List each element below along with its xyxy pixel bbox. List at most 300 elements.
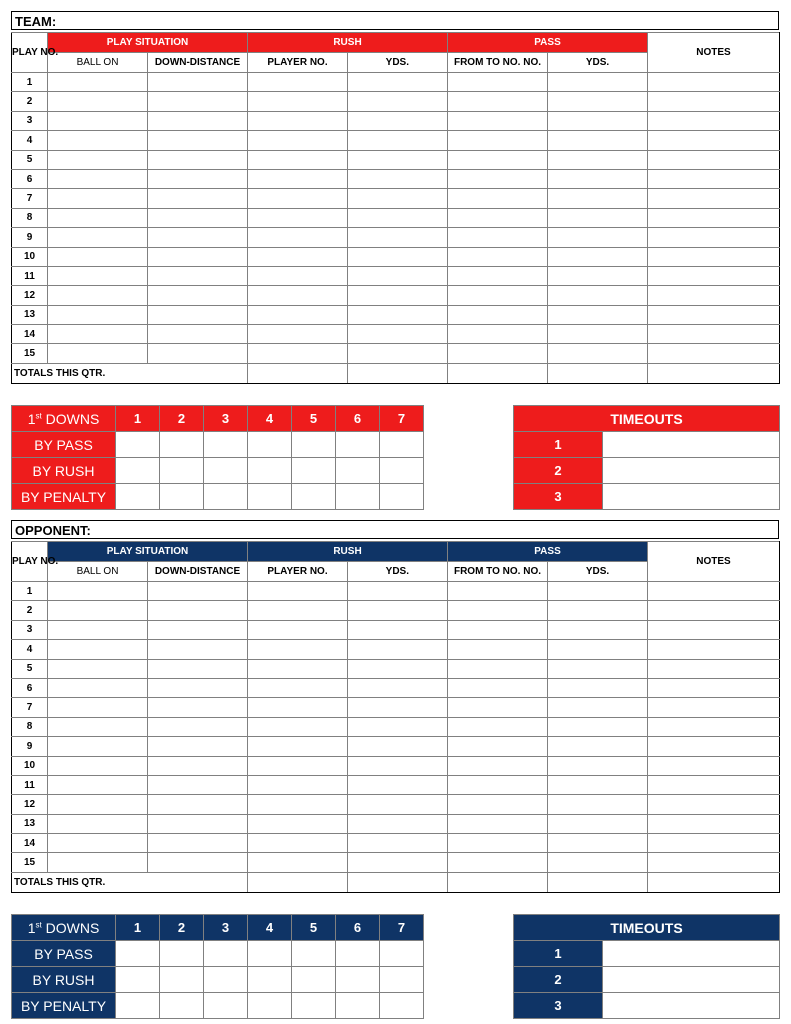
from-to-cell[interactable] <box>448 698 548 717</box>
player-no-cell[interactable] <box>248 640 348 659</box>
first-downs-cell[interactable] <box>336 432 380 458</box>
rush-yds-cell[interactable] <box>348 266 448 285</box>
first-downs-cell[interactable] <box>160 941 204 967</box>
pass-yds-cell[interactable] <box>548 678 648 697</box>
notes-cell[interactable] <box>648 775 780 794</box>
first-downs-cell[interactable] <box>160 967 204 993</box>
player-no-cell[interactable] <box>248 208 348 227</box>
from-to-cell[interactable] <box>448 325 548 344</box>
notes-cell[interactable] <box>648 834 780 853</box>
notes-cell[interactable] <box>648 678 780 697</box>
pass-yds-cell[interactable] <box>548 601 648 620</box>
player-no-header: PLAYER NO. <box>248 53 348 73</box>
notes-cell[interactable] <box>648 150 780 169</box>
timeout-cell[interactable] <box>603 967 780 993</box>
pass-yds-cell[interactable] <box>548 620 648 639</box>
player-no-cell[interactable] <box>248 228 348 247</box>
rush-yds-header: YDS. <box>348 53 448 73</box>
ball-on-cell[interactable] <box>48 189 148 208</box>
rush-yds-cell[interactable] <box>348 775 448 794</box>
from-to-cell[interactable] <box>448 582 548 601</box>
first-downs-cell[interactable] <box>248 967 292 993</box>
totals-cell[interactable] <box>448 363 548 383</box>
down-distance-cell[interactable] <box>148 266 248 285</box>
first-downs-cell[interactable] <box>292 432 336 458</box>
notes-cell[interactable] <box>648 325 780 344</box>
pass-header: PASS <box>448 33 648 53</box>
down-distance-cell[interactable] <box>148 814 248 833</box>
ball-on-cell[interactable] <box>48 169 148 188</box>
down-distance-cell[interactable] <box>148 698 248 717</box>
from-to-cell[interactable] <box>448 853 548 872</box>
down-distance-cell[interactable] <box>148 150 248 169</box>
rush-yds-cell[interactable] <box>348 228 448 247</box>
down-distance-cell[interactable] <box>148 131 248 150</box>
rush-yds-cell[interactable] <box>348 756 448 775</box>
from-to-cell[interactable] <box>448 344 548 363</box>
down-distance-cell[interactable] <box>148 756 248 775</box>
first-downs-cell[interactable] <box>380 967 424 993</box>
row-number: 10 <box>12 756 48 775</box>
opponent-play-grid <box>11 541 780 893</box>
ball-on-cell[interactable] <box>48 208 148 227</box>
row-number: 13 <box>12 305 48 324</box>
down-distance-cell[interactable] <box>148 582 248 601</box>
notes-cell[interactable] <box>648 344 780 363</box>
from-to-cell[interactable] <box>448 286 548 305</box>
notes-cell[interactable] <box>648 795 780 814</box>
notes-cell[interactable] <box>648 266 780 285</box>
timeout-cell[interactable] <box>603 458 780 484</box>
notes-cell[interactable] <box>648 286 780 305</box>
down-distance-cell[interactable] <box>148 325 248 344</box>
rush-yds-header: YDS. <box>348 562 448 582</box>
notes-cell[interactable] <box>648 640 780 659</box>
player-no-cell[interactable] <box>248 659 348 678</box>
row-number: 5 <box>12 150 48 169</box>
pass-yds-cell[interactable] <box>548 814 648 833</box>
pass-yds-cell[interactable] <box>548 834 648 853</box>
notes-cell[interactable] <box>648 247 780 266</box>
down-distance-cell[interactable] <box>148 737 248 756</box>
row-number: 4 <box>12 131 48 150</box>
down-distance-cell[interactable] <box>148 247 248 266</box>
play-situation-header: PLAY SITUATION <box>48 542 248 562</box>
ball-on-cell[interactable] <box>48 344 148 363</box>
first-downs-cell[interactable] <box>248 993 292 1019</box>
pass-yds-cell[interactable] <box>548 795 648 814</box>
totals-cell[interactable] <box>348 363 448 383</box>
from-to-cell[interactable] <box>448 814 548 833</box>
pass-yds-cell[interactable] <box>548 305 648 324</box>
down-distance-cell[interactable] <box>148 305 248 324</box>
ball-on-cell[interactable] <box>48 640 148 659</box>
pass-yds-cell[interactable] <box>548 189 648 208</box>
timeout-cell[interactable] <box>603 941 780 967</box>
first-downs-cell[interactable] <box>248 941 292 967</box>
notes-cell[interactable] <box>648 659 780 678</box>
down-distance-cell[interactable] <box>148 73 248 92</box>
pass-yds-cell[interactable] <box>548 169 648 188</box>
first-downs-row-label: BY PENALTY <box>12 993 116 1019</box>
first-downs-cell[interactable] <box>204 484 248 510</box>
ball-on-cell[interactable] <box>48 247 148 266</box>
from-to-cell[interactable] <box>448 717 548 736</box>
timeout-cell[interactable] <box>603 484 780 510</box>
from-to-cell[interactable] <box>448 169 548 188</box>
play-row <box>12 189 780 208</box>
notes-cell[interactable] <box>648 853 780 872</box>
notes-cell[interactable] <box>648 582 780 601</box>
totals-notes-cell[interactable] <box>648 872 780 892</box>
player-no-cell[interactable] <box>248 344 348 363</box>
down-distance-cell[interactable] <box>148 228 248 247</box>
rush-yds-cell[interactable] <box>348 208 448 227</box>
from-to-cell[interactable] <box>448 73 548 92</box>
ball-on-cell[interactable] <box>48 325 148 344</box>
rush-yds-cell[interactable] <box>348 189 448 208</box>
totals-cell[interactable] <box>448 872 548 892</box>
player-no-cell[interactable] <box>248 92 348 111</box>
totals-notes-cell[interactable] <box>648 363 780 383</box>
totals-cell[interactable] <box>248 363 348 383</box>
first-downs-col-header: 5 <box>292 406 336 432</box>
notes-cell[interactable] <box>648 92 780 111</box>
row-number: 4 <box>12 640 48 659</box>
pass-yds-cell[interactable] <box>548 111 648 130</box>
first-downs-cell[interactable] <box>160 993 204 1019</box>
down-distance-cell[interactable] <box>148 111 248 130</box>
player-no-cell[interactable] <box>248 325 348 344</box>
player-no-cell[interactable] <box>248 756 348 775</box>
ball-on-cell[interactable] <box>48 266 148 285</box>
first-downs-cell[interactable] <box>380 484 424 510</box>
notes-cell[interactable] <box>648 620 780 639</box>
ball-on-cell[interactable] <box>48 814 148 833</box>
from-to-cell[interactable] <box>448 150 548 169</box>
rush-yds-cell[interactable] <box>348 717 448 736</box>
ball-on-cell[interactable] <box>48 678 148 697</box>
pass-yds-cell[interactable] <box>548 73 648 92</box>
player-no-cell[interactable] <box>248 775 348 794</box>
ball-on-cell[interactable] <box>48 582 148 601</box>
from-to-cell[interactable] <box>448 678 548 697</box>
first-downs-cell[interactable] <box>380 432 424 458</box>
pass-yds-cell[interactable] <box>548 344 648 363</box>
timeout-cell[interactable] <box>603 432 780 458</box>
pass-yds-cell[interactable] <box>548 247 648 266</box>
first-downs-cell[interactable] <box>336 941 380 967</box>
from-to-header: FROM TO NO. NO. <box>448 562 548 582</box>
rush-yds-cell[interactable] <box>348 678 448 697</box>
player-no-cell[interactable] <box>248 111 348 130</box>
rush-yds-cell[interactable] <box>348 150 448 169</box>
player-no-cell[interactable] <box>248 698 348 717</box>
rush-yds-cell[interactable] <box>348 92 448 111</box>
play-no-header: PLAY NO. <box>12 542 48 582</box>
ball-on-cell[interactable] <box>48 150 148 169</box>
from-to-cell[interactable] <box>448 737 548 756</box>
from-to-cell[interactable] <box>448 756 548 775</box>
pass-yds-cell[interactable] <box>548 131 648 150</box>
rush-yds-cell[interactable] <box>348 582 448 601</box>
player-no-cell[interactable] <box>248 150 348 169</box>
from-to-cell[interactable] <box>448 775 548 794</box>
pass-yds-cell[interactable] <box>548 208 648 227</box>
rush-yds-cell[interactable] <box>348 640 448 659</box>
down-distance-cell[interactable] <box>148 834 248 853</box>
ball-on-cell[interactable] <box>48 698 148 717</box>
row-number: 8 <box>12 208 48 227</box>
play-row <box>12 601 780 620</box>
pass-yds-cell[interactable] <box>548 325 648 344</box>
totals-label: TOTALS THIS QTR. <box>12 872 248 892</box>
ball-on-cell[interactable] <box>48 659 148 678</box>
player-no-cell[interactable] <box>248 305 348 324</box>
player-no-cell[interactable] <box>248 131 348 150</box>
ball-on-cell[interactable] <box>48 92 148 111</box>
from-to-cell[interactable] <box>448 834 548 853</box>
pass-yds-cell[interactable] <box>548 266 648 285</box>
rush-yds-cell[interactable] <box>348 601 448 620</box>
player-no-cell[interactable] <box>248 717 348 736</box>
ball-on-cell[interactable] <box>48 795 148 814</box>
pass-yds-cell[interactable] <box>548 640 648 659</box>
player-no-cell[interactable] <box>248 795 348 814</box>
down-distance-cell[interactable] <box>148 601 248 620</box>
ball-on-cell[interactable] <box>48 717 148 736</box>
ball-on-cell[interactable] <box>48 620 148 639</box>
rush-yds-cell[interactable] <box>348 659 448 678</box>
notes-cell[interactable] <box>648 814 780 833</box>
first-downs-cell[interactable] <box>204 993 248 1019</box>
notes-cell[interactable] <box>648 698 780 717</box>
notes-cell[interactable] <box>648 131 780 150</box>
ball-on-cell[interactable] <box>48 286 148 305</box>
from-to-cell[interactable] <box>448 659 548 678</box>
rush-yds-cell[interactable] <box>348 169 448 188</box>
ball-on-cell[interactable] <box>48 853 148 872</box>
pass-yds-cell[interactable] <box>548 737 648 756</box>
first-downs-cell[interactable] <box>248 458 292 484</box>
player-no-cell[interactable] <box>248 834 348 853</box>
player-no-cell[interactable] <box>248 189 348 208</box>
first-downs-cell[interactable] <box>204 432 248 458</box>
notes-cell[interactable] <box>648 111 780 130</box>
play-row <box>12 620 780 639</box>
rush-yds-cell[interactable] <box>348 286 448 305</box>
rush-yds-cell[interactable] <box>348 698 448 717</box>
first-downs-cell[interactable] <box>160 458 204 484</box>
totals-cell[interactable] <box>348 872 448 892</box>
rush-yds-cell[interactable] <box>348 325 448 344</box>
down-distance-cell[interactable] <box>148 717 248 736</box>
rush-yds-cell[interactable] <box>348 131 448 150</box>
down-distance-cell[interactable] <box>148 853 248 872</box>
pass-yds-cell[interactable] <box>548 756 648 775</box>
rush-yds-cell[interactable] <box>348 795 448 814</box>
first-downs-cell[interactable] <box>160 432 204 458</box>
rush-yds-cell[interactable] <box>348 853 448 872</box>
first-downs-cell[interactable] <box>292 941 336 967</box>
first-downs-cell[interactable] <box>292 993 336 1019</box>
ball-on-cell[interactable] <box>48 834 148 853</box>
down-distance-cell[interactable] <box>148 92 248 111</box>
pass-yds-cell[interactable] <box>548 659 648 678</box>
first-downs-cell[interactable] <box>336 484 380 510</box>
from-to-cell[interactable] <box>448 305 548 324</box>
row-number: 11 <box>12 266 48 285</box>
rush-yds-cell[interactable] <box>348 834 448 853</box>
from-to-header: FROM TO NO. NO. <box>448 53 548 73</box>
totals-cell[interactable] <box>248 872 348 892</box>
ball-on-cell[interactable] <box>48 756 148 775</box>
pass-yds-cell[interactable] <box>548 150 648 169</box>
down-distance-cell[interactable] <box>148 620 248 639</box>
team-play-grid <box>11 32 780 384</box>
timeout-cell[interactable] <box>603 993 780 1019</box>
row-number: 8 <box>12 717 48 736</box>
first-downs-col-header: 5 <box>292 915 336 941</box>
notes-cell[interactable] <box>648 228 780 247</box>
first-downs-cell[interactable] <box>116 967 160 993</box>
notes-cell[interactable] <box>648 601 780 620</box>
down-distance-cell[interactable] <box>148 208 248 227</box>
from-to-cell[interactable] <box>448 189 548 208</box>
pass-yds-cell[interactable] <box>548 717 648 736</box>
down-distance-cell[interactable] <box>148 659 248 678</box>
down-distance-cell[interactable] <box>148 189 248 208</box>
from-to-cell[interactable] <box>448 640 548 659</box>
first-downs-cell[interactable] <box>336 993 380 1019</box>
from-to-cell[interactable] <box>448 601 548 620</box>
first-downs-cell[interactable] <box>204 941 248 967</box>
from-to-cell[interactable] <box>448 795 548 814</box>
first-downs-cell[interactable] <box>380 993 424 1019</box>
player-no-cell[interactable] <box>248 853 348 872</box>
first-downs-cell[interactable] <box>248 432 292 458</box>
down-distance-cell[interactable] <box>148 169 248 188</box>
first-downs-cell[interactable] <box>248 484 292 510</box>
rush-yds-cell[interactable] <box>348 737 448 756</box>
player-no-cell[interactable] <box>248 620 348 639</box>
rush-yds-cell[interactable] <box>348 344 448 363</box>
down-distance-cell[interactable] <box>148 640 248 659</box>
down-distance-cell[interactable] <box>148 286 248 305</box>
ball-on-cell[interactable] <box>48 601 148 620</box>
ball-on-cell[interactable] <box>48 131 148 150</box>
notes-cell[interactable] <box>648 208 780 227</box>
pass-yds-cell[interactable] <box>548 698 648 717</box>
ball-on-cell[interactable] <box>48 305 148 324</box>
first-downs-cell[interactable] <box>336 458 380 484</box>
pass-yds-header: YDS. <box>548 53 648 73</box>
first-downs-col-header: 6 <box>336 406 380 432</box>
player-no-cell[interactable] <box>248 286 348 305</box>
player-no-cell[interactable] <box>248 266 348 285</box>
from-to-cell[interactable] <box>448 208 548 227</box>
rush-yds-cell[interactable] <box>348 73 448 92</box>
first-downs-cell[interactable] <box>204 967 248 993</box>
first-downs-cell[interactable] <box>204 458 248 484</box>
pass-yds-cell[interactable] <box>548 228 648 247</box>
ball-on-cell[interactable] <box>48 775 148 794</box>
from-to-cell[interactable] <box>448 92 548 111</box>
rush-yds-cell[interactable] <box>348 620 448 639</box>
notes-cell[interactable] <box>648 305 780 324</box>
first-downs-cell[interactable] <box>336 967 380 993</box>
first-downs-cell[interactable] <box>292 967 336 993</box>
down-distance-cell[interactable] <box>148 775 248 794</box>
pass-yds-cell[interactable] <box>548 286 648 305</box>
notes-cell[interactable] <box>648 73 780 92</box>
from-to-cell[interactable] <box>448 266 548 285</box>
play-row <box>12 640 780 659</box>
pass-yds-cell[interactable] <box>548 853 648 872</box>
down-distance-cell[interactable] <box>148 344 248 363</box>
player-no-cell[interactable] <box>248 169 348 188</box>
from-to-cell[interactable] <box>448 247 548 266</box>
player-no-cell[interactable] <box>248 247 348 266</box>
notes-cell[interactable] <box>648 169 780 188</box>
player-no-header: PLAYER NO. <box>248 562 348 582</box>
from-to-cell[interactable] <box>448 620 548 639</box>
totals-cell[interactable] <box>548 872 648 892</box>
rush-yds-cell[interactable] <box>348 111 448 130</box>
notes-cell[interactable] <box>648 756 780 775</box>
notes-cell[interactable] <box>648 717 780 736</box>
player-no-cell[interactable] <box>248 678 348 697</box>
player-no-cell[interactable] <box>248 73 348 92</box>
down-distance-cell[interactable] <box>148 795 248 814</box>
ball-on-cell[interactable] <box>48 737 148 756</box>
first-downs-cell[interactable] <box>116 458 160 484</box>
ball-on-cell[interactable] <box>48 73 148 92</box>
first-downs-cell[interactable] <box>116 941 160 967</box>
rush-yds-cell[interactable] <box>348 814 448 833</box>
pass-yds-cell[interactable] <box>548 582 648 601</box>
totals-cell[interactable] <box>548 363 648 383</box>
ball-on-cell[interactable] <box>48 228 148 247</box>
pass-yds-cell[interactable] <box>548 775 648 794</box>
notes-cell[interactable] <box>648 737 780 756</box>
down-distance-cell[interactable] <box>148 678 248 697</box>
first-downs-cell[interactable] <box>116 432 160 458</box>
down-distance-header: DOWN-DISTANCE <box>148 562 248 582</box>
player-no-cell[interactable] <box>248 601 348 620</box>
from-to-cell[interactable] <box>448 131 548 150</box>
pass-yds-cell[interactable] <box>548 92 648 111</box>
player-no-cell[interactable] <box>248 814 348 833</box>
first-downs-cell[interactable] <box>292 484 336 510</box>
from-to-cell[interactable] <box>448 228 548 247</box>
timeout-number: 2 <box>514 458 603 484</box>
player-no-cell[interactable] <box>248 582 348 601</box>
from-to-cell[interactable] <box>448 111 548 130</box>
first-downs-cell[interactable] <box>380 941 424 967</box>
rush-yds-cell[interactable] <box>348 247 448 266</box>
ball-on-cell[interactable] <box>48 111 148 130</box>
notes-cell[interactable] <box>648 189 780 208</box>
first-downs-cell[interactable] <box>160 484 204 510</box>
play-row <box>12 775 780 794</box>
first-downs-cell[interactable] <box>116 993 160 1019</box>
first-downs-cell[interactable] <box>292 458 336 484</box>
first-downs-cell[interactable] <box>116 484 160 510</box>
player-no-cell[interactable] <box>248 737 348 756</box>
first-downs-cell[interactable] <box>380 458 424 484</box>
rush-yds-cell[interactable] <box>348 305 448 324</box>
